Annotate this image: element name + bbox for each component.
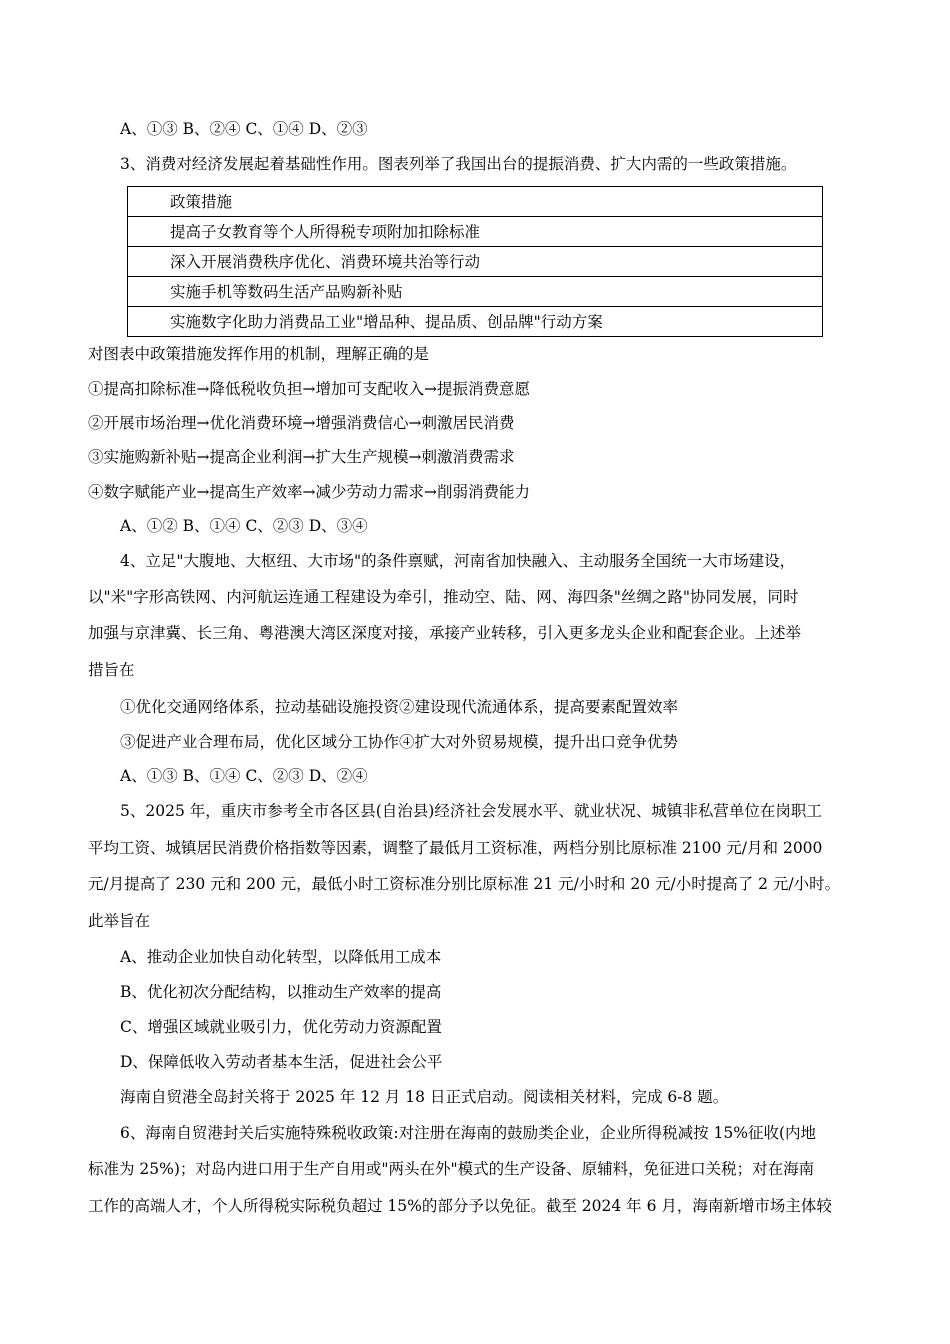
q4-line-2: 以"米"字形高铁网、内河航运连通工程建设为牵引，推动空、陆、网、海四条"丝绸之路"协同发展，同时 (88, 588, 799, 606)
q4-line-1: 4、立足"大腹地、大枢纽、大市场"的条件禀赋，河南省加快融入、主动服务全国统一大市场建设， (120, 552, 796, 570)
q4-item-1: ①优化交通网络体系，拉动基础设施投资②建设现代流通体系，提高要素配置效率 (120, 698, 679, 716)
q5-line-3: 元/月提高了 230 元和 200 元，最低小时工资标准分别比原标准 21 元/小时和 20 元/小时提高了 2 元/小时。 (88, 875, 841, 893)
q5-option-d: D、保障低收入劳动者基本生活，促进社会公平 (120, 1053, 443, 1071)
q5-line-2: 平均工资、城镇居民消费价格指数等因素，调整了最低月工资标准，两档分别比原标准 2100 元/月和 2000 (88, 839, 823, 857)
policy-table-row: 实施数字化助力消费品工业"增品种、提品质、创品牌"行动方案 (128, 307, 823, 337)
policy-table-row: 深入开展消费秩序优化、消费环境共治等行动 (128, 247, 823, 277)
q3-item-3: ③实施购新补贴→提高企业利润→扩大生产规模→刺激消费需求 (88, 448, 515, 466)
q6-line-1: 6、海南自贸港封关后实施特殊税收政策:对注册在海南的鼓励类企业，企业所得税减按 15%征收(内地 (120, 1124, 817, 1142)
section-intro: 海南自贸港全岛封关将于 2025 年 12 月 18 日正式启动。阅读相关材料，完成 6-8 题。 (120, 1088, 729, 1106)
q5-option-a: A、推动企业加快自动化转型，以降低用工成本 (120, 948, 442, 966)
policy-table-row: 实施手机等数码生活产品购新补贴 (128, 277, 823, 307)
policy-table-row: 提高子女教育等个人所得税专项附加扣除标准 (128, 217, 823, 247)
q3-options: A、①② B、①④ C、②③ D、③④ (120, 517, 368, 535)
q5-line-1: 5、2025 年，重庆市参考全市各区县(自治县)经济社会发展水平、就业状况、城镇非私营单位在岗职工 (120, 802, 822, 820)
q4-item-2: ③促进产业合理布局，优化区域分工协作④扩大对外贸易规模，提升出口竞争优势 (120, 733, 679, 751)
q3-item-2: ②开展市场治理→优化消费环境→增强消费信心→刺激居民消费 (88, 414, 515, 432)
q4-line-4: 措旨在 (88, 661, 135, 679)
q5-option-c: C、增强区域就业吸引力，优化劳动力资源配置 (120, 1018, 442, 1036)
q6-line-2: 标准为 25%)；对岛内进口用于生产自用或"两头在外"模式的生产设备、原辅料，免征进口关税；对在海南 (88, 1160, 815, 1178)
q4-line-3: 加强与京津冀、长三角、粤港澳大湾区深度对接，承接产业转移，引入更多龙头企业和配套企业。上述举 (88, 624, 802, 642)
policy-table-header: 政策措施 (128, 187, 823, 217)
q4-options: A、①③ B、①④ C、②③ D、②④ (120, 767, 368, 785)
q3-item-1: ①提高扣除标准→降低税收负担→增加可支配收入→提振消费意愿 (88, 380, 530, 398)
policy-table (127, 186, 823, 337)
q3-stem: 3、消费对经济发展起着基础性作用。图表列举了我国出台的提振消费、扩大内需的一些政策措施。 (120, 155, 797, 173)
q5-option-b: B、优化初次分配结构，以推动生产效率的提高 (120, 983, 442, 1001)
q6-line-3: 工作的高端人才，个人所得税实际税负超过 15%的部分予以免征。截至 2024 年 6 月，海南新增市场主体较 (88, 1197, 832, 1215)
q3-item-4: ④数字赋能产业→提高生产效率→减少劳动力需求→削弱消费能力 (88, 483, 530, 501)
q3-question: 对图表中政策措施发挥作用的机制，理解正确的是 (88, 345, 430, 363)
q2-options: A、①③ B、②④ C、①④ D、②③ (120, 120, 368, 138)
q5-line-4: 此举旨在 (88, 912, 151, 930)
